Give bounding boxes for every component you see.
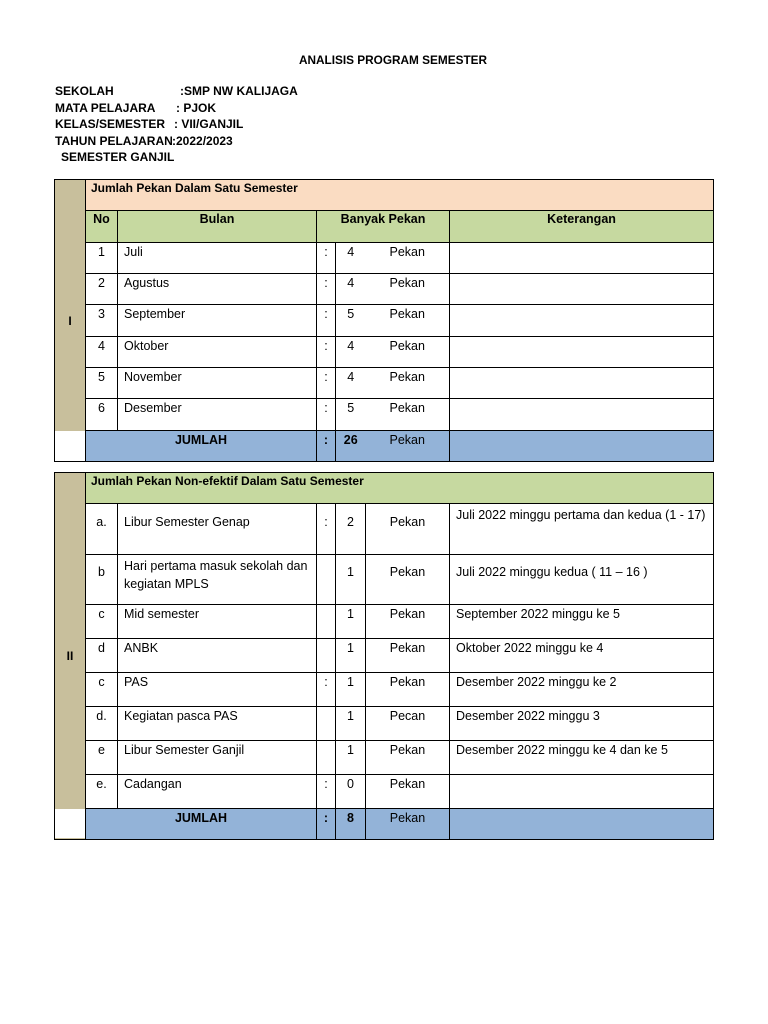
table-row [55, 707, 714, 741]
row-unit: Pekan [366, 555, 450, 605]
row-colon: : [317, 775, 336, 809]
total-count: 26 [336, 431, 366, 462]
row-colon: : [317, 337, 336, 368]
row-count: 4 [336, 368, 366, 399]
total-unit: Pekan [366, 809, 450, 840]
column-header-keterangan: Keterangan [450, 211, 714, 243]
row-keterangan: Desember 2022 minggu ke 2 [450, 673, 714, 707]
table-row [55, 639, 714, 673]
table-pekan-efektif [54, 179, 714, 462]
row-colon [317, 605, 336, 639]
row-unit: Pekan [366, 337, 450, 368]
table-row [55, 775, 714, 809]
row-unit: Pekan [366, 399, 450, 431]
table-row [55, 555, 714, 605]
row-count: 0 [336, 775, 366, 809]
row-colon: : [317, 399, 336, 431]
mapel-value: : PJOK [176, 100, 217, 115]
row-unit: Pekan [366, 673, 450, 707]
row-no: a. [86, 504, 118, 555]
row-colon: : [317, 274, 336, 305]
kelas-label: KELAS/SEMESTER [55, 117, 166, 132]
table-heading: Jumlah Pekan Dalam Satu Semester [86, 180, 714, 211]
row-keterangan: Desember 2022 minggu ke 4 dan ke 5 [450, 741, 714, 775]
row-count: 4 [336, 274, 366, 305]
total-row [55, 431, 714, 462]
section-number: I [55, 180, 86, 462]
table-row [55, 504, 714, 555]
row-count: 4 [336, 243, 366, 274]
row-no: b [86, 555, 118, 605]
row-colon: : [317, 504, 336, 555]
total-keterangan [450, 431, 714, 462]
total-count: 8 [336, 809, 366, 840]
table-row [55, 673, 714, 707]
row-no: 6 [86, 399, 118, 431]
row-no: d [86, 639, 118, 673]
semester-label: SEMESTER GANJIL [61, 150, 175, 165]
row-keterangan: Juli 2022 minggu pertama dan kedua (1 - 17) [450, 504, 714, 555]
row-item: Hari pertama masuk sekolah dan kegiatan MPLS [118, 555, 317, 605]
table-row [55, 368, 714, 399]
row-no: 1 [86, 243, 118, 274]
row-item: Cadangan [118, 775, 317, 809]
row-keterangan: September 2022 minggu ke 5 [450, 605, 714, 639]
row-unit: Pekan [366, 639, 450, 673]
row-colon [317, 707, 336, 741]
row-bulan: Agustus [118, 274, 317, 305]
row-colon [317, 555, 336, 605]
row-keterangan: Oktober 2022 minggu ke 4 [450, 639, 714, 673]
row-keterangan [450, 274, 714, 305]
row-item: Kegiatan pasca PAS [118, 707, 317, 741]
row-bulan: Desember [118, 399, 317, 431]
tahun-label: TAHUN PELAJARAN [55, 133, 173, 148]
row-no: 2 [86, 274, 118, 305]
row-unit: Pekan [366, 368, 450, 399]
column-header-pekan: Banyak Pekan [317, 211, 450, 243]
row-bulan: November [118, 368, 317, 399]
tahun-value: :2022/2023 [172, 133, 233, 148]
row-bulan: Juli [118, 243, 317, 274]
table-row [55, 243, 714, 274]
section-blank [55, 431, 85, 461]
row-colon: : [317, 368, 336, 399]
row-keterangan [450, 243, 714, 274]
row-item: Mid semester [118, 605, 317, 639]
row-count: 1 [336, 673, 366, 707]
row-count: 4 [336, 337, 366, 368]
row-no: c [86, 673, 118, 707]
row-unit: Pekan [366, 274, 450, 305]
sekolah-value: :SMP NW KALIJAGA [180, 84, 298, 98]
table-heading: Jumlah Pekan Non-efektif Dalam Satu Semester [86, 473, 714, 504]
row-keterangan [450, 399, 714, 431]
row-no: c [86, 605, 118, 639]
column-header-bulan: Bulan [118, 211, 317, 243]
row-no: 3 [86, 305, 118, 337]
row-unit: Pekan [366, 775, 450, 809]
row-count: 1 [336, 707, 366, 741]
table-row [55, 337, 714, 368]
row-unit: Pekan [366, 605, 450, 639]
row-keterangan [450, 337, 714, 368]
total-colon: : [317, 431, 336, 462]
row-unit: Pekan [366, 305, 450, 337]
column-header-no: No [86, 211, 118, 243]
table-row [55, 399, 714, 431]
row-unit: Pekan [366, 741, 450, 775]
kelas-value: : VII/GANJIL [174, 117, 244, 132]
total-row [55, 809, 714, 840]
row-no: 4 [86, 337, 118, 368]
row-unit: Pecan [366, 707, 450, 741]
total-unit: Pekan [366, 431, 450, 462]
row-keterangan: Desember 2022 minggu 3 [450, 707, 714, 741]
row-bulan: September [118, 305, 317, 337]
row-keterangan [450, 368, 714, 399]
row-count: 1 [336, 741, 366, 775]
total-colon: : [317, 809, 336, 840]
row-unit: Pekan [366, 504, 450, 555]
row-count: 5 [336, 305, 366, 337]
row-item: PAS [118, 673, 317, 707]
sekolah-label: SEKOLAH [55, 84, 114, 98]
row-no: e [86, 741, 118, 775]
row-colon: : [317, 673, 336, 707]
document-title: ANALISIS PROGRAM SEMESTER [298, 53, 488, 67]
row-count: 1 [336, 555, 366, 605]
row-item: Libur Semester Genap [118, 504, 317, 555]
total-keterangan [450, 809, 714, 840]
row-colon: : [317, 305, 336, 337]
row-no: e. [86, 775, 118, 809]
row-unit: Pekan [366, 243, 450, 274]
total-label: JUMLAH [86, 431, 317, 462]
row-colon: : [317, 243, 336, 274]
mapel-label: MATA PELAJARA [55, 100, 156, 115]
table-row [55, 274, 714, 305]
table-row [55, 605, 714, 639]
row-count: 2 [336, 504, 366, 555]
row-item: Libur Semester Ganjil [118, 741, 317, 775]
table-row [55, 305, 714, 337]
table-pekan-non-efektif [54, 472, 714, 840]
row-count: 1 [336, 605, 366, 639]
row-colon [317, 639, 336, 673]
row-keterangan [450, 775, 714, 809]
row-keterangan: Juli 2022 minggu kedua ( 11 – 16 ) [450, 555, 714, 605]
row-item: ANBK [118, 639, 317, 673]
total-label: JUMLAH [86, 809, 317, 840]
row-count: 5 [336, 399, 366, 431]
section-blank [55, 809, 85, 838]
section-number: II [55, 473, 86, 840]
row-keterangan [450, 305, 714, 337]
row-count: 1 [336, 639, 366, 673]
row-no: 5 [86, 368, 118, 399]
row-bulan: Oktober [118, 337, 317, 368]
table-row [55, 741, 714, 775]
row-no: d. [86, 707, 118, 741]
row-colon [317, 741, 336, 775]
